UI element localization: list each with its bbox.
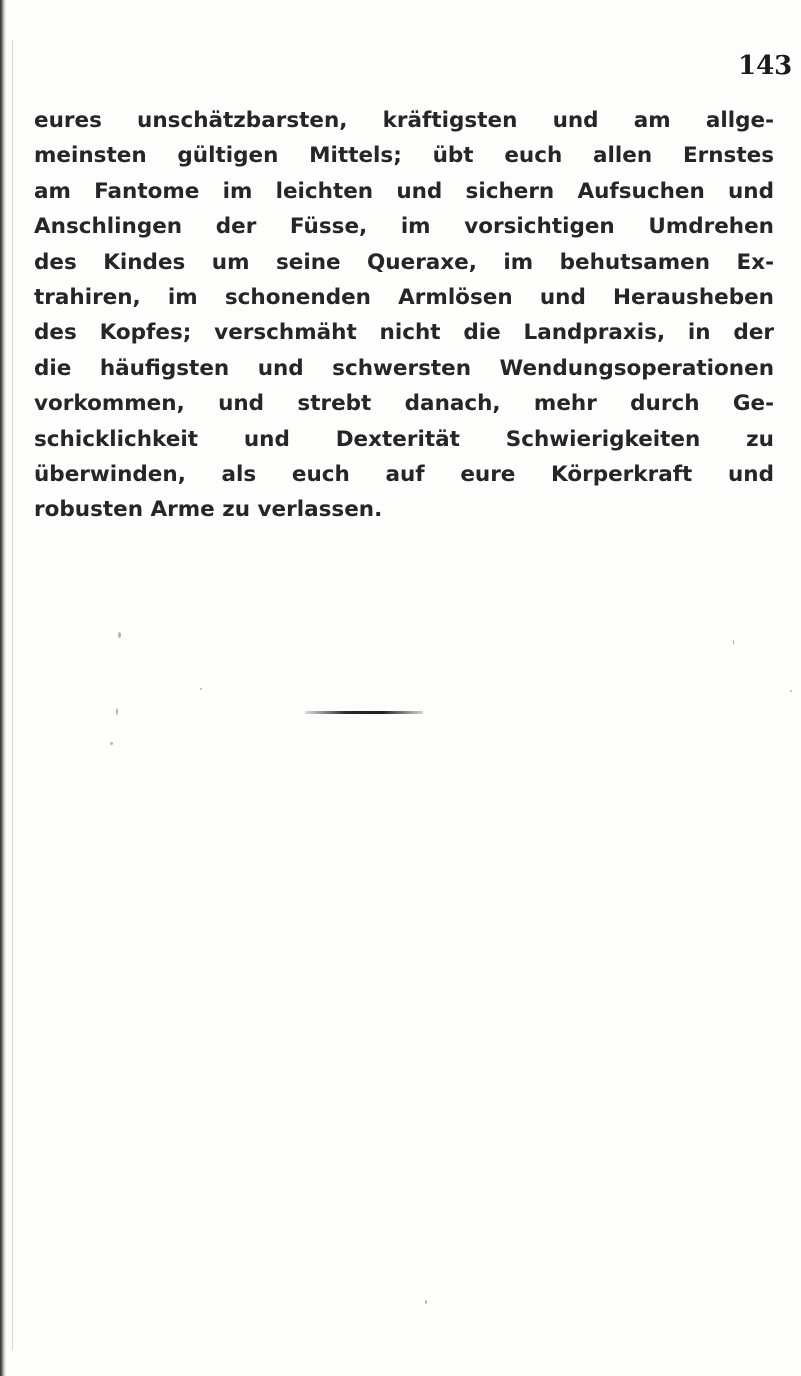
text-line: die häufigsten und schwersten Wendungsoperationen <box>34 355 774 381</box>
text-line: des Kindes um seine Queraxe, im behutsamen Ex- <box>34 249 774 275</box>
text-line: robusten Arme zu verlassen. <box>34 497 383 523</box>
text-line: schicklichkeit und Dexterität Schwierigkeiten zu <box>34 426 774 452</box>
text-line: des Kopfes; verschmäht nicht die Landpraxis, in der <box>34 320 774 346</box>
body-text <box>34 103 774 528</box>
text-line: eures unschätzbarsten, kräftigsten und am allge- <box>34 108 774 133</box>
page-number: 143 <box>738 51 793 81</box>
text-line: überwinden, als euch auf eure Körperkraft und <box>34 461 774 487</box>
gutter-line <box>12 40 13 1350</box>
end-rule <box>305 711 423 714</box>
text-line: meinsten gültigen Mittels; übt euch allen Ernstes <box>34 143 774 169</box>
text-line: vorkommen, und strebt danach, mehr durch Ge- <box>34 391 774 417</box>
text-line: Anschlingen der Füsse, im vorsichtigen Umdrehen <box>34 214 774 240</box>
text-line: am Fantome im leichten und sichern Aufsuchen und <box>34 178 774 204</box>
binding-edge <box>0 0 6 1376</box>
text-line: trahiren, im schonenden Armlösen und Herausheben <box>34 284 774 310</box>
